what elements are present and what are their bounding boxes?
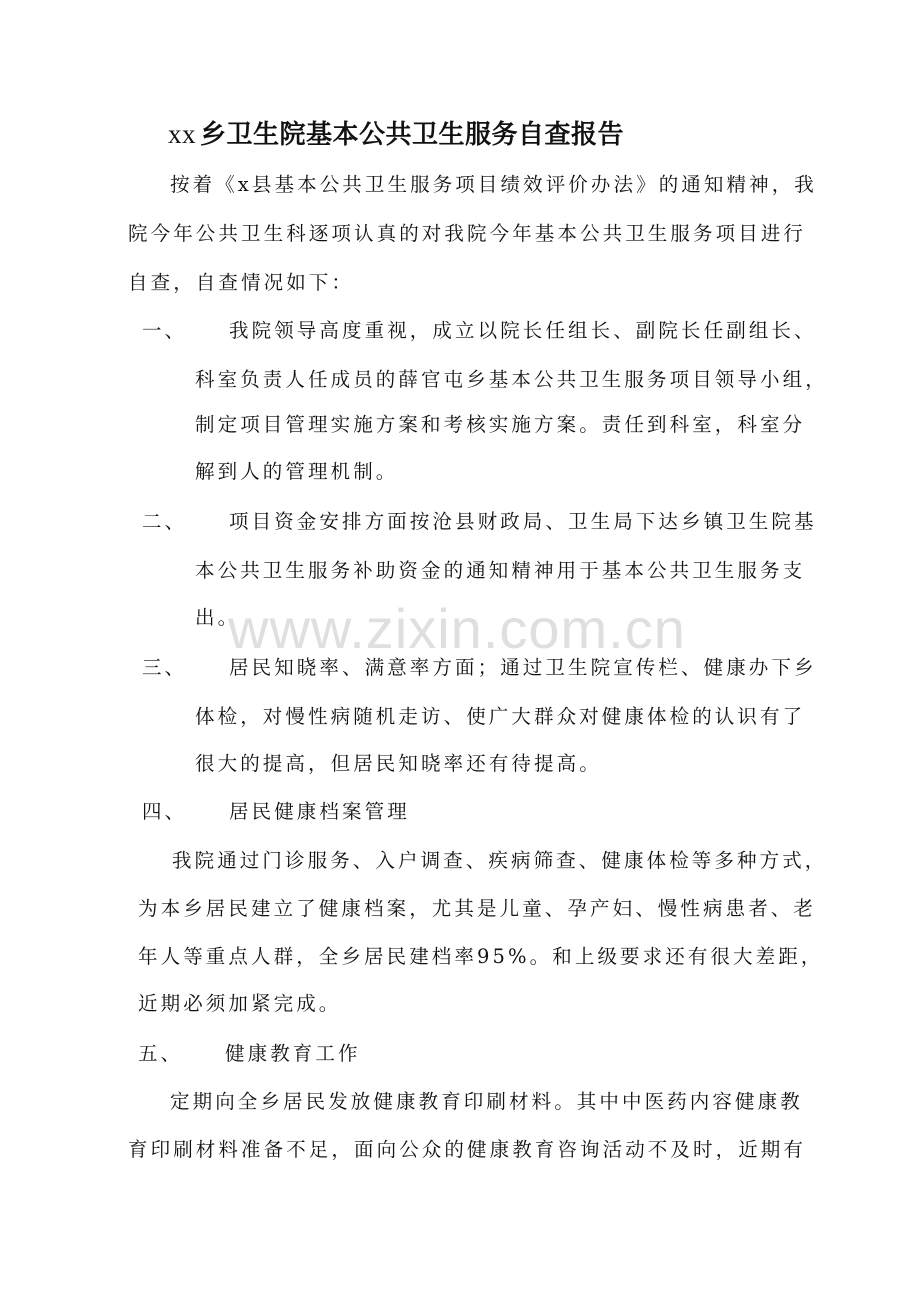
section-5-number: 五、 bbox=[138, 1042, 184, 1065]
watermark: www.zixin.com.cn bbox=[228, 597, 686, 660]
section-2-number: 二、 bbox=[142, 510, 188, 533]
section-1-line-1: 我院领导高度重视，成立以院长任组长、副院长任副组长、 bbox=[229, 319, 817, 342]
section-2-line-2: 本公共卫生服务补助资金的通知精神用于基本公共卫生服务支 bbox=[195, 559, 806, 582]
section-4-body-line-2: 为本乡居民建立了健康档案，尤其是儿童、孕产妇、慢性病患者、老 bbox=[138, 897, 817, 920]
section-4-body-line-1: 我院通过门诊服务、入户调查、疾病筛查、健康体检等多种方式， bbox=[172, 849, 828, 872]
section-4-heading: 居民健康档案管理 bbox=[229, 800, 410, 823]
section-4-number: 四、 bbox=[142, 800, 188, 823]
section-3-number: 三、 bbox=[142, 656, 188, 679]
section-3-line-2: 体检，对慢性病随机走访、使广大群众对健康体检的认识有了 bbox=[195, 705, 806, 728]
section-5-body-line-1: 定期向全乡居民发放健康教育印刷材料。其中中医药内容健康教 bbox=[170, 1090, 803, 1113]
section-1-number: 一、 bbox=[142, 319, 188, 342]
section-3-line-1: 居民知晓率、满意率方面；通过卫生院宣传栏、健康办下乡 bbox=[229, 656, 817, 679]
section-4-body-line-3: 年人等重点人群，全乡居民建档率95%。和上级要求还有很大差距， bbox=[138, 945, 824, 968]
title-main: 乡卫生院基本公共卫生服务自查报告 bbox=[200, 120, 625, 150]
intro-line-2: 院今年公共卫生科逐项认真的对我院今年基本公共卫生服务项目进行 bbox=[128, 222, 807, 245]
section-4-body-line-4: 近期必须加紧完成。 bbox=[138, 992, 342, 1015]
section-5-body-line-2: 育印刷材料准备不足，面向公众的健康教育咨询活动不及时，近期有 bbox=[128, 1138, 807, 1161]
section-1-line-2: 科室负责人任成员的薛官屯乡基本公共卫生服务项目领导小组， bbox=[195, 368, 828, 391]
section-3-line-3: 很大的提高，但居民知晓率还有待提高。 bbox=[195, 752, 602, 775]
section-1-line-4: 解到人的管理机制。 bbox=[195, 460, 399, 483]
section-2-line-3: 出。 bbox=[195, 606, 241, 629]
intro-line-1: 按着《x县基本公共卫生服务项目绩效评价办法》的通知精神，我 bbox=[170, 173, 817, 196]
title-prefix: xx bbox=[168, 119, 196, 149]
document-title bbox=[168, 114, 624, 151]
section-5-heading: 健康教育工作 bbox=[225, 1042, 361, 1065]
intro-line-3: 自查，自查情况如下： bbox=[128, 271, 355, 294]
section-1-line-3: 制定项目管理实施方案和考核实施方案。责任到科室，科室分 bbox=[195, 413, 806, 436]
section-2-line-1: 项目资金安排方面按沧县财政局、卫生局下达乡镇卫生院基 bbox=[229, 510, 817, 533]
